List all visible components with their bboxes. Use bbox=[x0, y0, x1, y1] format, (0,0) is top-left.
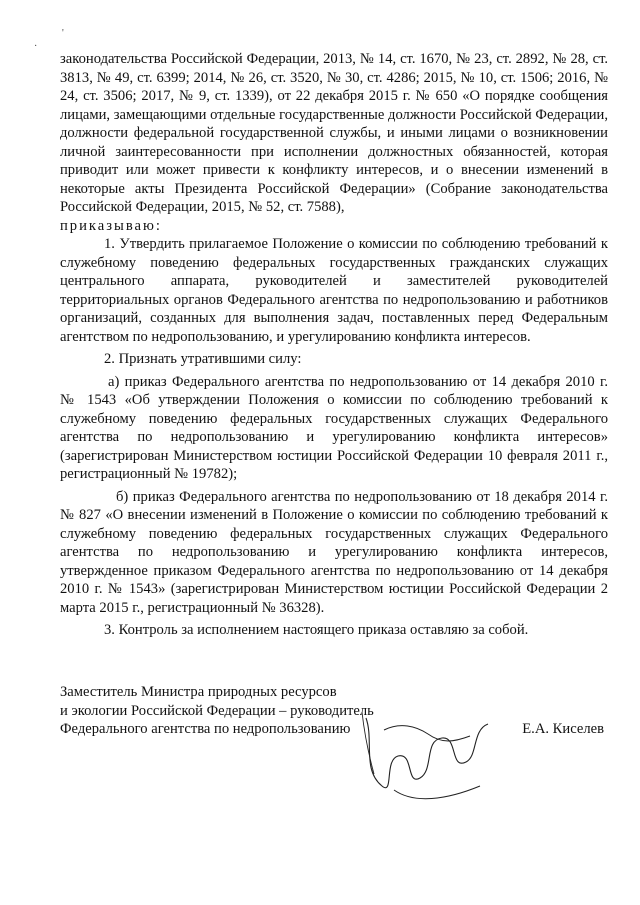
order-keyword: приказываю: bbox=[60, 217, 162, 234]
scan-mark: · bbox=[34, 41, 38, 52]
paragraph-item-2b: б) приказ Федерального агентства по недропользованию от 18 декабря 2014 г. № 827 «О внесении изменений в Положение о комиссии по соблюдению требований к служебному поведению федеральных государственных служащих Федерального агентства по недропользованию и урегулированию конфликта интересов, утвержденное приказом Федерального агентства по недропользованию от 14 декабря 2010 г. № 1543» (зарегистрирован Министерством юстиции Российской Федерации 2 марта 2015 г., регистрационный № 36328). bbox=[60, 488, 608, 616]
paragraph-preamble: законодательства Российской Федерации, 2013, № 14, ст. 1670, № 23, ст. 2892, № 28, ст. 3813, № 49, ст. 6399; 2014, № 26, ст. 3520, № 30, ст. 4286; 2015, № 10, ст. 1506; 2016, № 24, ст. 3506; 2017, № 9, ст. 1339), от 22 декабря 2015 г. № 650 «О порядке сообщения лицами, замещающими отдельные государственные должности Российской Федерации, должности федеральной государственной службы, и иными лицами о возникновении личной заинтересованности при исполнении должностных обязанностей, которая приводит или может привести к конфликту интересов, и о внесении изменений в некоторые акты Президента Российской Федерации» (Собрание законодательства Российской Федерации, 2015, № 52, ст. 7588), bbox=[60, 51, 608, 215]
signer-title-line-2: и экологии Российской Федерации – руководитель bbox=[60, 702, 374, 719]
signer-name: Е.А. Киселев bbox=[522, 721, 604, 737]
document-body bbox=[60, 50, 608, 640]
signature-block bbox=[60, 683, 608, 739]
paragraph-item-2a: а) приказ Федерального агентства по недропользованию от 14 декабря 2010 г. № 1543 «Об утверждении Положения о комиссии по соблюдению требований к служебному поведению федеральных государственных служащих Федерального агентства по недропользованию и урегулированию конфликта интересов» (зарегистрирован Министерством юстиции Российской Федерации 10 февраля 2011 г., регистрационный № 19782); bbox=[60, 373, 608, 482]
signer-title-line-3: Федерального агентства по недропользованию bbox=[60, 721, 351, 737]
handwritten-signature bbox=[354, 700, 504, 810]
paragraph-item-1: 1. Утвердить прилагаемое Положение о комиссии по соблюдению требований к служебному поведению федеральных государственных гражданских служащих центрального аппарата, руководителей и заместителей руководителей территориальных органов Федерального агентства по недропользованию и работников организаций, созданных для выполнения задач, поставленных перед Федеральным агентством по недропользованию, и урегулированию конфликта интересов. bbox=[60, 236, 608, 345]
paragraph-item-2: 2. Признать утратившими силу: bbox=[104, 351, 302, 367]
signer-title-line-1: Заместитель Министра природных ресурсов bbox=[60, 684, 337, 700]
paragraph-item-3: 3. Контроль за исполнением настоящего приказа оставляю за собой. bbox=[104, 622, 529, 638]
scan-mark: ' bbox=[62, 28, 64, 39]
